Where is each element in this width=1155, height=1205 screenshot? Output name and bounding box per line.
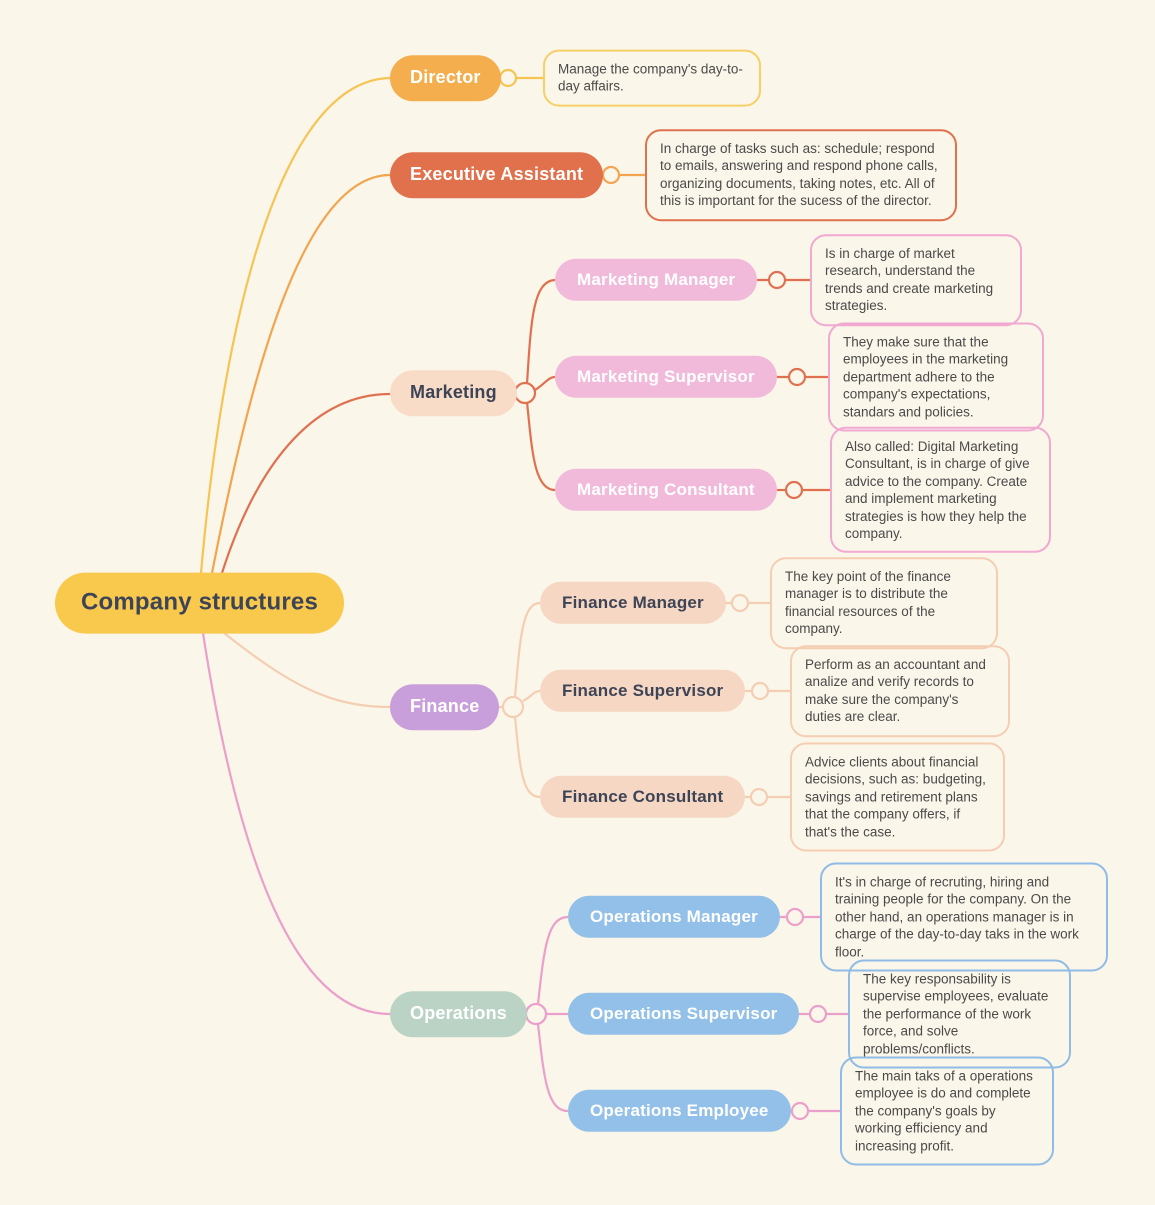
node-director[interactable]: Director: [390, 55, 501, 101]
node-finance-manager[interactable]: Finance Manager: [540, 582, 726, 624]
desc-finance-manager[interactable]: The key point of the finance manager is to distribute the financial resources of the company.: [770, 557, 998, 649]
desc-marketing-consultant[interactable]: Also called: Digital Marketing Consultant, is in charge of give advice to the company. Create and implement marketing strategies is how they help the company.: [830, 427, 1051, 553]
node-marketing-supervisor[interactable]: Marketing Supervisor: [555, 356, 777, 398]
node-marketing[interactable]: Marketing: [390, 370, 517, 416]
desc-marketing-manager[interactable]: Is in charge of market research, understand the trends and create marketing strategies.: [810, 234, 1022, 326]
connector-marketing: [222, 272, 830, 573]
desc-operations-supervisor[interactable]: The key responsability is supervise employees, evaluate the performance of the work force, and solve problems/conflicts.: [848, 959, 1071, 1068]
desc-marketing-supervisor[interactable]: They make sure that the employees in the marketing department adhere to the company's expectations, standars and policies.: [828, 322, 1044, 431]
node-marketing-manager[interactable]: Marketing Manager: [555, 259, 757, 301]
desc-finance-consultant[interactable]: Advice clients about financial decisions, such as: budgeting, savings and retirement plans that the company offers, if that's the case.: [790, 742, 1005, 851]
desc-operations-manager[interactable]: It's in charge of recruting, hiring and training people for the company. On the other hand, an operations manager is in charge of the day-to-day taks in the work floor.: [820, 862, 1108, 971]
node-operations-supervisor[interactable]: Operations Supervisor: [568, 993, 799, 1035]
connector-operations: [203, 633, 848, 1119]
node-finance-supervisor[interactable]: Finance Supervisor: [540, 670, 745, 712]
node-operations-manager[interactable]: Operations Manager: [568, 896, 780, 938]
node-marketing-consultant[interactable]: Marketing Consultant: [555, 469, 777, 511]
node-finance[interactable]: Finance: [390, 684, 499, 730]
node-finance-consultant[interactable]: Finance Consultant: [540, 776, 745, 818]
desc-operations-employee[interactable]: The main taks of a operations employee is do and complete the company's goals by working efficiency and increasing profit.: [840, 1056, 1054, 1165]
desc-director[interactable]: Manage the company's day-to-day affairs.: [543, 50, 761, 107]
node-company-structures[interactable]: Company structures: [55, 573, 344, 634]
node-operations[interactable]: Operations: [390, 991, 527, 1037]
desc-finance-supervisor[interactable]: Perform as an accountant and analize and verify records to make sure the company's duties are clear.: [790, 645, 1010, 737]
node-executive-assistant[interactable]: Executive Assistant: [390, 152, 603, 198]
desc-executive-assistant[interactable]: In charge of tasks such as: schedule; respond to emails, answering and respond phone calls, organizing documents, taking notes, etc. All of this is important for the sucess of the director.: [645, 129, 957, 221]
node-operations-employee[interactable]: Operations Employee: [568, 1090, 791, 1132]
